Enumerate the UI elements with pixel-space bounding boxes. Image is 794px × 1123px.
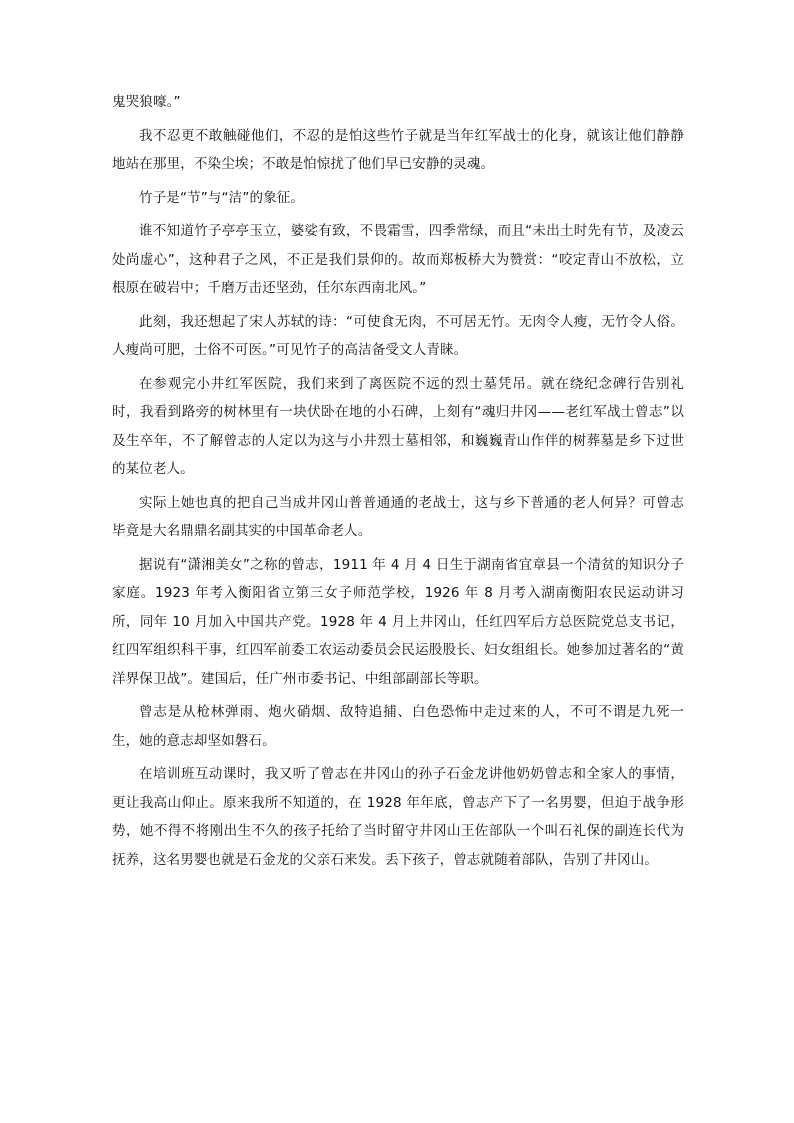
paragraph-2: 我不忍更不敢触碰他们，不忍的是怕这些竹子就是当年红军战士的化身，就该让他们静静地站在那里，不染尘埃；不敢是怕惊扰了他们早已安静的灵魂。 [112, 127, 684, 172]
paragraph-8: 据说有“潇湘美女”之称的曾志，1911 年 4 月 4 日生于湖南省宜章县一个清贫的知识分子家庭。1923 年考入衡阳省立第三女子师范学校，1926 年 8 月考入湖南衡阳农民运动讲习所，同年 10 月加入中国共产党。1928 年 4 月上井冈山，任红四军后方总医院党总支书记，红四军组织科干事，红四军前委工农运动委员会民运股股长、妇女组组长。她参加过著名的“黄洋界保卫战”。建国后，任广州市委书记、中组部副部长等职。 [112, 556, 684, 687]
paragraph-10: 在培训班互动课时，我又听了曾志在井冈山的孙子石金龙讲他奶奶曾志和全家人的事情，更让我高山仰止。原来我所不知道的，在 1928 年年底，曾志产下了一名男婴，但迫于战争形势，她不得不将刚出生不久的孩子托给了当时留守井冈山王佐部队一个叫石礼保的副连长代为抚养，这名男婴也就是石金龙的父亲石来发。丢下孩子，曾志就随着部队，告别了井冈山。 [112, 766, 684, 868]
paragraph-9: 曾志是从枪林弹雨、炮火硝烟、敌特追捕、白色恐怖中走过来的人，不可不谓是九死一生，她的意志却坚如磐石。 [112, 704, 684, 749]
paragraph-6: 在参观完小井红军医院，我们来到了离医院不远的烈士墓凭吊。就在绕纪念碑行告别礼时，我看到路旁的树林里有一块伏卧在地的小石碑，上刻有“魂归井冈——老红军战士曾志”以及生卒年，不了解曾志的人定以为这与小井烈士墓相邻，和巍巍青山作伴的树葬墓是乡下过世的某位老人。 [112, 375, 684, 477]
document-page [112, 88, 684, 874]
paragraph-3: 竹子是“节”与“洁”的象征。 [139, 189, 305, 206]
paragraph-4: 谁不知道竹子亭亭玉立，婆娑有致，不畏霜雪，四季常绿，而且“未出土时先有节，及凌云处尚虚心”，这种君子之风，不正是我们景仰的。故而郑板桥大为赞赏：“咬定青山不放松，立根原在破岩中；千磨万击还坚劲，任尔东西南北风。” [112, 223, 684, 296]
paragraph-1: 鬼哭狼嚎。” [112, 94, 181, 110]
paragraph-5: 此刻，我还想起了宋人苏轼的诗：“可使食无肉，不可居无竹。无肉令人瘦，无竹令人俗。人瘦尚可肥，士俗不可医。”可见竹子的高洁备受文人青睐。 [112, 313, 684, 358]
paragraph-7: 实际上她也真的把自己当成井冈山普普通通的老战士，这与乡下普通的老人何异？可曾志毕竟是大名鼎鼎名副其实的中国革命老人。 [112, 494, 684, 539]
